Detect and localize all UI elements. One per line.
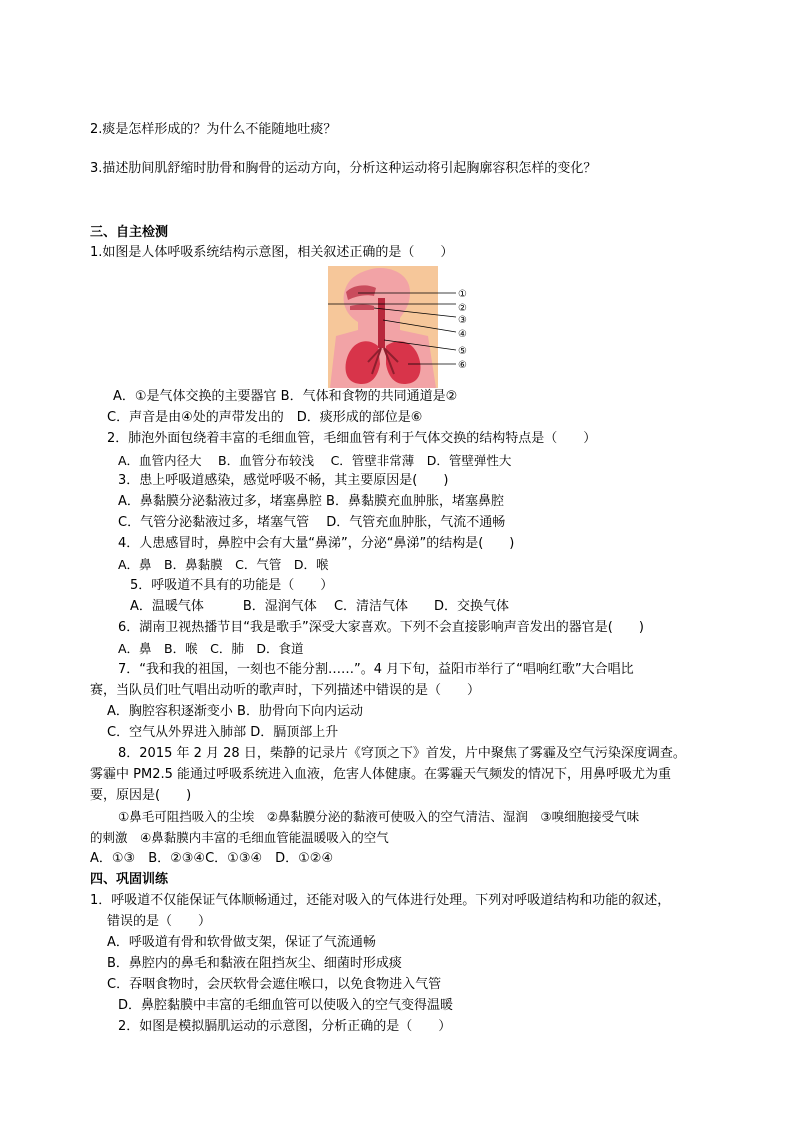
s4-q1-option-b: B．鼻腔内的鼻毛和黏液在阻挡灰尘、细菌时形成痰 xyxy=(107,956,402,971)
s3-q2-options: A．血管内径大 B．血管分布较浅 C．管壁非常薄 D．管壁弹性大 xyxy=(118,453,512,468)
s3-q7-options-ab: A．胸腔容积逐渐变小 B．肋骨向下向内运动 xyxy=(107,704,363,719)
s3-q8-stem-line3: 要，原因是( ) xyxy=(90,788,192,803)
intro-question-3: 3.描述肋间肌舒缩时肋骨和胸骨的运动方向，分析这种运动将引起胸廓容积怎样的变化？ xyxy=(90,161,597,176)
figure-label-1: ① xyxy=(458,289,467,300)
figure-label-3: ③ xyxy=(458,315,467,326)
s3-q8-items-line1: ①鼻毛可阻挡吸入的尘埃 ②鼻黏膜分泌的黏液可使吸入的空气清洁、湿润 ③嗅细胞接受气味 xyxy=(118,809,640,824)
s4-q1-stem-line2: 错误的是（ ） xyxy=(107,914,212,929)
s3-q1-options-cd: C．声音是由④处的声带发出的 D．痰形成的部位是⑥ xyxy=(107,410,423,425)
s4-q1-stem-line1: 1．呼吸道不仅能保证气体顺畅通过，还能对吸入的气体进行处理。下列对呼吸道结构和功能的叙述， xyxy=(90,893,671,908)
s4-q1-option-c: C．吞咽食物时，会厌软骨会遮住喉口，以免食物进入气管 xyxy=(107,977,442,992)
s3-q7-stem-line1: 7．“我和我的祖国，一刻也不能分割……”。4 月下旬，益阳市举行了“唱响红歌”大合唱比 xyxy=(118,662,634,677)
figure-label-2: ② xyxy=(458,303,467,314)
s3-q8-stem-line2: 雾霾中 PM2.5 能通过呼吸系统进入血液，危害人体健康。在雾霾天气频发的情况下，用鼻呼吸尤为重 xyxy=(90,767,671,782)
s3-q3-options-ab: A．鼻黏膜分泌黏液过多，堵塞鼻腔 B．鼻黏膜充血肿胀，堵塞鼻腔 xyxy=(118,494,504,509)
figure-label-4: ④ xyxy=(458,329,467,340)
section-heading-consolidation: 四、巩固训练 xyxy=(90,872,169,887)
s3-q6-stem: 6．湖南卫视热播节目“我是歌手”深受大家喜欢。下列不会直接影响声音发出的器官是( ) xyxy=(118,620,644,635)
s3-q1-options-ab: A．①是气体交换的主要器官 B．气体和食物的共同通道是② xyxy=(113,389,458,404)
s3-q8-stem-line1: 8．2015 年 2 月 28 日，柴静的记录片《穹顶之下》首发，片中聚焦了雾霾及空气污染深度调查。 xyxy=(118,746,686,761)
s3-q1-stem: 1.如图是人体呼吸系统结构示意图，相关叙述正确的是（ ） xyxy=(90,245,454,260)
section-heading-self-test: 三、自主检测 xyxy=(90,225,169,240)
s3-q5-stem: 5．呼吸道不具有的功能是（ ） xyxy=(130,578,334,593)
s3-q4-stem: 4．人患感冒时，鼻腔中会有大量“鼻涕”，分泌“鼻涕”的结构是( ) xyxy=(118,536,515,551)
s3-q3-stem: 3．患上呼吸道感染，感觉呼吸不畅，其主要原因是( ) xyxy=(118,473,449,488)
s3-q8-options: A．①③ B．②③④C．①③④ D．①②④ xyxy=(90,851,334,866)
s3-q6-options: A．鼻 B．喉 C．肺 D．食道 xyxy=(118,641,304,656)
s4-q1-option-d: D．鼻腔黏膜中丰富的毛细血管可以使吸入的空气变得温暖 xyxy=(118,998,454,1013)
s4-q1-option-a: A．呼吸道有骨和软骨做支架，保证了气流通畅 xyxy=(107,935,376,950)
intro-question-2: 2.痰是怎样形成的？为什么不能随地吐痰？ xyxy=(90,122,337,137)
figure-label-5: ⑤ xyxy=(458,346,467,357)
s3-q3-options-cd: C．气管分泌黏液过多，堵塞气管 D．气管充血肿胀，气流不通畅 xyxy=(118,515,506,530)
s3-q7-stem-line2: 赛，当队员们吐气唱出动听的歌声时，下列描述中错误的是（ ） xyxy=(90,683,481,698)
s4-q2-stem: 2．如图是模拟膈肌运动的示意图，分析正确的是（ ） xyxy=(118,1019,452,1034)
oral-cavity xyxy=(350,305,374,311)
s3-q7-options-cd: C．空气从外界进入肺部 D．膈顶部上升 xyxy=(107,725,339,740)
s3-q2-stem: 2．肺泡外面包绕着丰富的毛细血管，毛细血管有利于气体交换的结构特点是（ ） xyxy=(107,431,597,446)
s3-q4-options: A．鼻 B．鼻黏膜 C．气管 D．喉 xyxy=(118,557,329,572)
s3-q5-options: A．温暖气体 B．湿润气体 C．清洁气体 D．交换气体 xyxy=(130,599,510,614)
figure-label-6: ⑥ xyxy=(458,360,467,371)
trachea xyxy=(378,298,385,348)
s3-q8-items-line2: 的刺激 ④鼻黏膜内丰富的毛细血管能温暖吸入的空气 xyxy=(90,830,389,845)
respiratory-system-figure xyxy=(328,266,498,388)
